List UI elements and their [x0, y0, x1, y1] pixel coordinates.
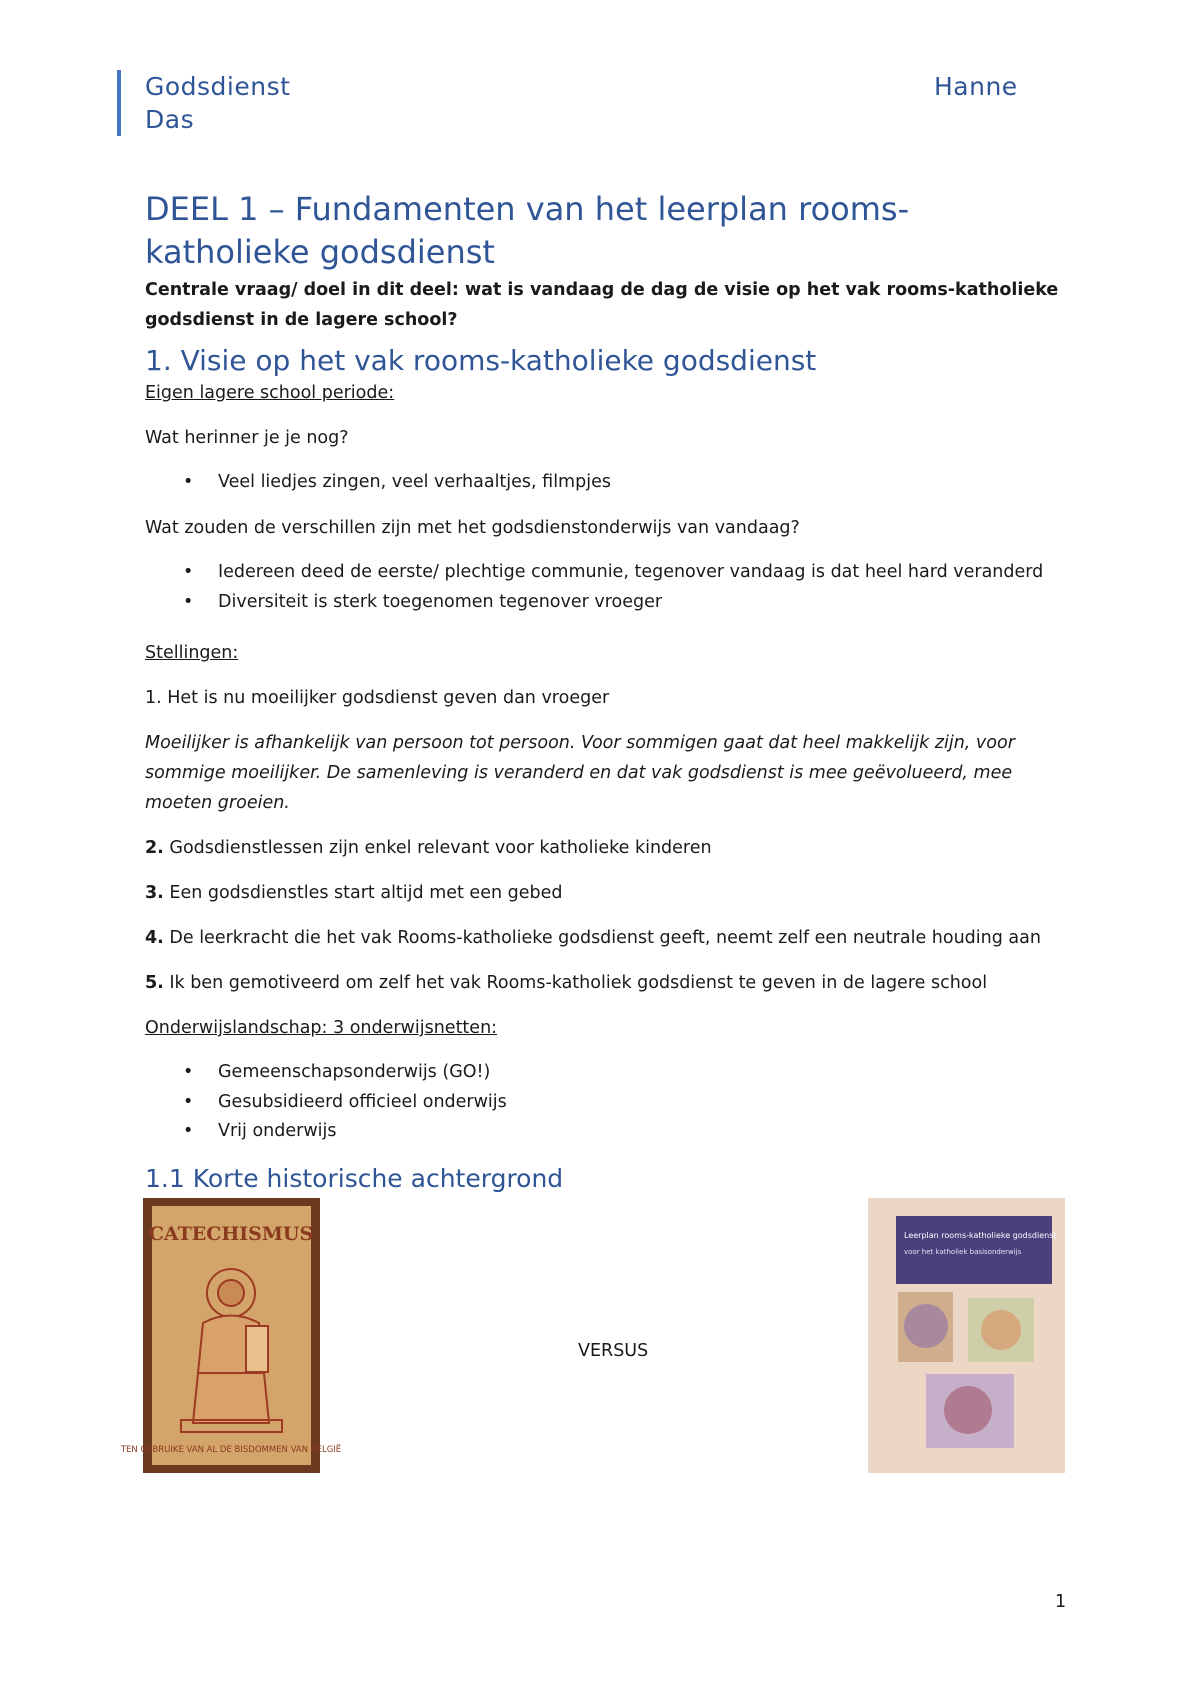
header-firstname: Hanne	[934, 72, 1018, 101]
document-title-line-1: DEEL 1 – Fundamenten van het leerplan rooms-	[145, 190, 910, 228]
subheading-school-period: Eigen lagere school periode:	[145, 383, 395, 403]
leerplan-cover-illustration	[868, 1198, 1065, 1473]
question-differences: Wat zouden de verschillen zijn met het godsdienstonderwijs van vandaag?	[145, 518, 800, 538]
differences-bullet-list	[145, 558, 1043, 617]
list-item: • Gemeenschapsonderwijs (GO!)	[145, 1058, 507, 1088]
bullet-icon: •	[183, 1121, 194, 1141]
onderwijslandschap-label: Onderwijslandschap: 3 onderwijsnetten:	[145, 1018, 498, 1038]
header-left	[145, 70, 445, 136]
stelling-2: 2. Godsdienstlessen zijn enkel relevant voor katholieke kinderen	[145, 838, 712, 858]
stelling-1-answer: Moeilijker is afhankelijk van persoon tot persoon. Voor sommigen gaat dat heel makkelijk zijn, voor sommige moeilijker. De samenleving is veranderd en dat vak godsdienst is mee geëvolueerd, mee moeten groeien.	[145, 733, 1015, 813]
catechismus-illustration	[120, 1198, 342, 1473]
document-title-line-2: katholieke godsdienst	[145, 233, 495, 271]
stelling-4: 4. De leerkracht die het vak Rooms-katholieke godsdienst geeft, neemt zelf een neutrale houding aan	[145, 928, 1041, 948]
header-accent-bar	[117, 70, 121, 136]
stellingen-label: Stellingen:	[145, 643, 239, 663]
stelling-1: 1. Het is nu moeilijker godsdienst geven dan vroeger	[145, 688, 610, 708]
header-subject: Godsdienst	[145, 72, 291, 101]
leerplan-book-image	[868, 1198, 1065, 1473]
stelling-3: 3. Een godsdienstles start altijd met een gebed	[145, 883, 563, 903]
catechismus-book-image	[120, 1198, 342, 1473]
question-remember: Wat herinner je je nog?	[145, 428, 349, 448]
bullet-icon: •	[183, 562, 194, 582]
remember-bullet-list	[145, 468, 611, 498]
svg-text:Leerplan rooms-katholieke gods: Leerplan rooms-katholieke godsdienst	[904, 1231, 1057, 1240]
list-item: • Vrij onderwijs	[145, 1117, 507, 1147]
list-item: • Gesubsidieerd officieel onderwijs	[145, 1088, 507, 1118]
list-item: • Diversiteit is sterk toegenomen tegenover vroeger	[145, 588, 1043, 618]
section-1-heading: 1. Visie op het vak rooms-katholieke godsdienst	[145, 344, 817, 377]
list-item: • Iedereen deed de eerste/ plechtige communie, tegenover vandaag is dat heel hard veranderd	[145, 558, 1043, 588]
page-number: 1	[1055, 1592, 1067, 1612]
svg-text:voor het katholiek basisonderw: voor het katholiek basisonderwijs	[904, 1248, 1022, 1256]
bullet-icon: •	[183, 472, 194, 492]
section-1-1-heading: 1.1 Korte historische achtergrond	[145, 1164, 564, 1193]
document-title	[145, 188, 945, 274]
svg-text:CATECHISMUS: CATECHISMUS	[148, 1223, 314, 1245]
header-surname: Das	[145, 105, 195, 134]
stelling-5: 5. Ik ben gemotiveerd om zelf het vak Rooms-katholiek godsdienst te geven in de lagere school	[145, 973, 988, 993]
versus-label: VERSUS	[578, 1341, 649, 1361]
bullet-icon: •	[183, 591, 194, 612]
central-question: Centrale vraag/ doel in dit deel: wat is vandaag de dag de visie op het vak rooms-katholieke godsdienst in de lagere school?	[145, 280, 1059, 330]
bullet-icon: •	[183, 1091, 194, 1112]
list-item: • Veel liedjes zingen, veel verhaaltjes, filmpjes	[145, 468, 611, 498]
bullet-icon: •	[183, 1062, 194, 1082]
onderwijsnetten-list	[145, 1058, 507, 1147]
svg-text:TEN GEBRUIKE VAN AL DE BISDOMM: TEN GEBRUIKE VAN AL DE BISDOMMEN VAN BELGIË	[120, 1445, 342, 1455]
